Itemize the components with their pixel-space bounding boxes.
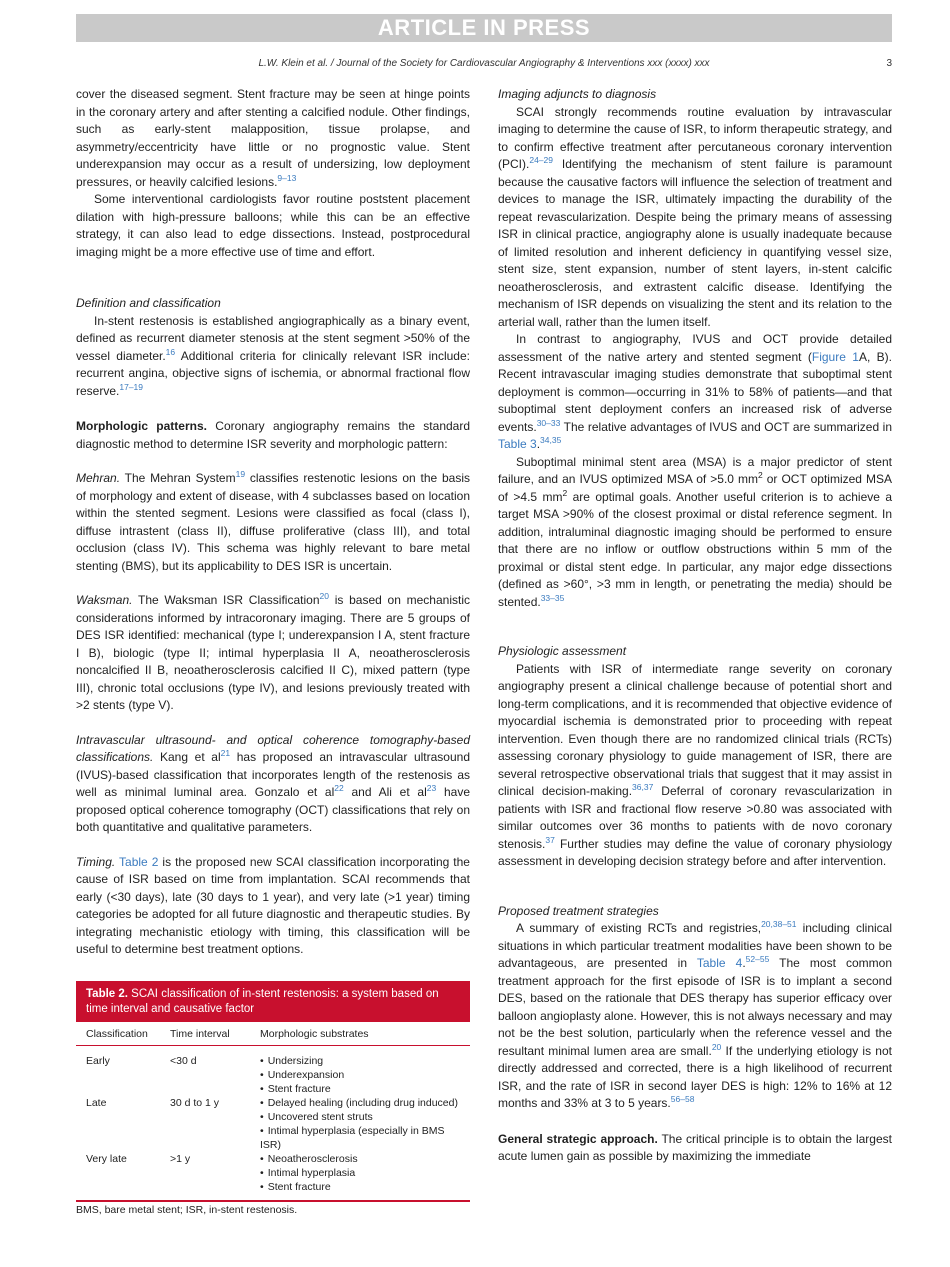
table-row <box>76 1045 470 1096</box>
subheading-ivus-oct: Intravascular ultrasound- and optical coherence tomography-based classifications. <box>76 732 470 764</box>
paragraph-morphologic-patterns: Morphologic patterns. Coronary angiography remains the standard diagnostic method to determine ISR severity and morphologic pattern: <box>76 419 471 451</box>
reference-link[interactable]: 17–19 <box>119 381 143 392</box>
table-row <box>76 1096 470 1152</box>
paragraph-waksman: Waksman. The Waksman ISR Classification$^{20}$ is based on mechanistic considerations informed by intracoronary imaging. There are 5 groups of DES ISR identified: mechanical (type I; underexpansion I A, stent fracture I B), biologic (type II; intimal hyperplasia II A, neoatherosclerosis noncalcified II B, neoatherosclerosis calcified II C), mixed pattern (type III), chronic total occlusions (type IV), and lesions previously treated with >2 stents (type V). <box>76 591 470 712</box>
reference-link[interactable]: 9–13 <box>277 172 297 183</box>
paragraph: In contrast to angiography, IVUS and OCT provide detailed assessment of the native artery and stented segment (Figure 1A, B). Recent intravascular imaging studies demonstrate that suboptimal stent deployment is common—occurring in 31% to 58% of patients—and that suboptimal stent deployment confers an increased risk of adverse events.$^{30-33}$ The relative advantages of IVUS and OCT are summarized in Table 3.$^{34,35}$ <box>498 332 892 451</box>
left-column <box>76 86 470 1219</box>
table-cell: 30 d to 1 y <box>170 1096 220 1109</box>
reference-link[interactable]: 56–58 <box>670 1094 695 1104</box>
table-2 <box>76 981 470 1220</box>
table-row <box>76 1152 470 1200</box>
reference-link[interactable]: 21 <box>220 748 231 758</box>
list-item: • Neoatherosclerosis <box>260 1152 460 1166</box>
list-item: • Delayed healing (including drug induced) <box>260 1096 460 1110</box>
subheading-waksman: Waksman. <box>76 593 133 607</box>
paragraph: SCAI strongly recommends routine evaluation by intravascular imaging to determine the cause of ISR, to inform therapeutic strategy, and to confirm effective treatment after percutaneous coronary intervention (PCI).$^{24-29}$ Identifying the mechanism of stent failure is paramount because the causative factors will influence the selection of treatment and devices to manage the ISR, ultimately impacting the durability of the repeat revascularization. Despite being the primary means of assessing ISR in clinical practice, angiography alone is usually inadequate because of limited resolution and inherent deficiency in quantifying vessel size, stent size, stent expansion, number of stent layers, in-stent calcific neoatherosclerosis, and extrastent calcific disease. Identifying the mechanism of ISR depends on visualizing the stent and its relation to the arterial wall, rather than the lumen itself. <box>498 104 892 329</box>
list-item: • Underexpansion <box>260 1068 460 1082</box>
reference-link[interactable]: 20 <box>711 1041 722 1052</box>
reference-link[interactable]: 33–35 <box>540 592 565 603</box>
table-4-link[interactable]: Table 4 <box>696 956 743 970</box>
section-heading-imaging: Imaging adjuncts to diagnosis <box>498 87 657 101</box>
right-column <box>498 86 892 1166</box>
list-item: • Intimal hyperplasia <box>260 1166 460 1180</box>
reference-link[interactable]: 23 <box>426 783 437 793</box>
table-cell: Late <box>86 1096 107 1109</box>
table-cell <box>250 1045 470 1096</box>
section-heading-physiologic: Physiologic assessment <box>498 644 627 658</box>
paragraph: A summary of existing RCTs and registries,$^{20,38-51}$ including clinical situations in which particular treatment modalities have been shown to be advantageous, are presented in Table 4.$^{52-55}$ The most common treatment approach for the first episode of ISR is to implant a second DES, based on the rationale that DES therapy has superior efficacy over balloon angioplasty alone. However, this is not always necessary and may not be the best solution, particularly when the reference vessel and the resultant minimal lumen area are small.$^{20}$ If the underlying etiology is not directly addressed and corrected, there is a high likelihood of recurrent ISR, and the rate of ISR in second layer DES is high: 12% to 16% at 12 months and 33% at 3 to 5 years.$^{56-58}$ <box>498 919 892 1110</box>
reference-link[interactable]: 20 <box>319 591 329 601</box>
table-cell: Very late <box>86 1152 127 1165</box>
column-header: Time interval <box>160 1022 250 1046</box>
paragraph-general-strategic: General strategic approach. The critical principle is to obtain the largest acute lumen gain as possible by maximizing the immediate <box>498 1131 892 1163</box>
list-item: • Stent fracture <box>260 1082 460 1096</box>
subheading-timing: Timing. <box>76 854 116 869</box>
paragraph: Suboptimal minimal stent area (MSA) is a major predictor of stent failure, and an IVUS optimized MSA of >5.0 $mm^2$ or OCT optimized MSA of >4.5 $mm^2$ are optimal goals. Another useful criterion is to achieve a target MSA >90% of the closest proximal or distal reference segment. In addition, intraluminal diagnostic imaging should be performed to ensure that there are no inflow or outflow obstructions within 5 mm of the proximal or distal stent edge. In particular, any major edge dissections (defined as >60°, >3 mm in length, or penetrating the media) should be stented.$^{33-35}$ <box>498 454 892 609</box>
reference-link[interactable]: 22 <box>334 783 344 793</box>
reference-link[interactable]: 37 <box>545 834 555 845</box>
paragraph-ivus-oct: Intravascular ultrasound- and optical coherence tomography-based classifications. Kang et al$^{21}$ has proposed an intravascular ultrasound (IVUS)-based classification that incorporates length of the restenosis as well as minimal luminal area. Gonzalo et al$^{22}$ and Ali et al$^{23}$ have proposed optical coherence tomography (OCT) classifications that rely on both quantitative and qualitative parameters. <box>76 732 470 834</box>
table-2-link[interactable]: Table 2 <box>119 854 159 869</box>
paragraph-mehran: Mehran. The Mehran System$^{19}$ classifies restenotic lesions on the basis of morphology and extent of disease, with 4 subclasses based on location within the stented segment. Lesions were classified as focal (class I), diffuse intrastent (class II), diffuse proliferative (class III), and total occlusion (class IV). This schema was highly relevant to bare metal stenting (BMS), but its applicability to DES ISR is uncertain. <box>76 469 470 573</box>
reference-link[interactable]: 34,35 <box>540 435 562 445</box>
table-2-caption: Table 2. SCAI classification of in-stent restenosis: a system based on time interval and causative factor <box>76 981 470 1022</box>
reference-link[interactable]: 30–33 <box>536 417 561 428</box>
paragraph: In-stent restenosis is established angiographically as a binary event, defined as recurrent diameter stenosis at the stent segment >50% of the vessel diameter.$^{16}$ Additional criteria for clinically relevant ISR include: recurrent angina, objective signs of ischemia, or abnormal fractional flow reserve.$^{17-19}$ <box>76 313 470 398</box>
reference-link[interactable]: 36,37 <box>632 782 654 792</box>
table-cell: <30 d <box>170 1054 197 1067</box>
subheading-general-strategic: General strategic approach. <box>498 1131 658 1146</box>
running-head: L.W. Klein et al. / Journal of the Society for Cardiovascular Angiography & Interventions xxx (xxxx) xxx <box>258 58 710 69</box>
table-2-footnote: BMS, bare metal stent; ISR, in-stent restenosis. <box>76 1203 298 1216</box>
list-item: • Uncovered stent struts <box>260 1110 460 1124</box>
subheading-mehran: Mehran. <box>76 471 121 485</box>
table-cell <box>250 1096 470 1152</box>
paragraph: Some interventional cardiologists favor routine poststent placement dilation with high-pressure balloons; while this can be an effective strategy, it can also lead to edge dissections. Instead, postprocedural imaging might be a more effective use of time and effort. <box>76 192 470 259</box>
reference-link[interactable]: 52–55 <box>745 954 770 964</box>
reference-link[interactable]: 20,38–51 <box>761 919 797 929</box>
list-item: • Undersizing <box>260 1054 460 1068</box>
section-heading-definition: Definition and classification <box>76 296 221 310</box>
reference-link[interactable]: 24–29 <box>529 155 553 165</box>
table-cell: Early <box>86 1054 110 1067</box>
reference-link[interactable]: 16 <box>165 346 176 357</box>
list-item: • Intimal hyperplasia (especially in BMS ISR) <box>260 1124 460 1152</box>
table-cell <box>250 1152 470 1200</box>
table-cell: >1 y <box>170 1152 191 1165</box>
reference-link[interactable]: 19 <box>235 469 246 479</box>
article-in-press-banner: ARTICLE IN PRESS <box>76 14 892 42</box>
paragraph: cover the diseased segment. Stent fracture may be seen at hinge points in the coronary artery and after stenting a calcified nodule. Other findings, such as early-stent malapposition, tissue prolapse, and asymmetry/eccentricity have little or no prognostic value. Stent underexpansion may occur as a result of undersizing, low deployment pressures, or heavily calcified lesions.$^{9-13}$ <box>76 87 470 189</box>
list-item: • Stent fracture <box>260 1180 460 1194</box>
figure-1-link[interactable]: Figure 1 <box>811 349 859 364</box>
column-header: Classification <box>76 1022 160 1046</box>
page-number: 3 <box>886 58 892 69</box>
paragraph: Patients with ISR of intermediate range severity on coronary angiography present a clinical challenge because of potential short and long-term complications, and it is recommended that objective evidence of myocardial ischemia is demonstrated prior to proceeding with repeat intervention. Even though there are no randomized clinical trials (RCTs) assessing coronary physiology to guide management of ISR, there are several retrospective observational trials that suggest that it may assist in clinical decision-making.$^{36,37}$ Deferral of coronary revascularization in patients with ISR and fractional flow reserve >0.80 was associated with similar outcomes over 36 months to patients with de novo coronary stenosis.$^{37}$ Further studies may define the value of coronary physiology assessment in developing decision strategy before and after intervention. <box>498 661 892 868</box>
column-header: Morphologic substrates <box>250 1022 470 1046</box>
table-2-grid <box>76 1022 470 1200</box>
subheading-morphologic-patterns: Morphologic patterns. <box>76 419 207 433</box>
table-3-link[interactable]: Table 3 <box>498 437 537 451</box>
paragraph-timing: Timing. Table 2 is the proposed new SCAI classification incorporating the cause of ISR based on time from implantation. SCAI recommends that early (<30 days), late (30 days to 1 year), and very late (>1 year) timing categories be adopted for all future diagnostic and therapeutic studies. By integrating mechanistic etiology with timing, this classification will be useful to determine best treatment options. <box>76 854 470 956</box>
section-heading-treatment: Proposed treatment strategies <box>498 903 659 918</box>
